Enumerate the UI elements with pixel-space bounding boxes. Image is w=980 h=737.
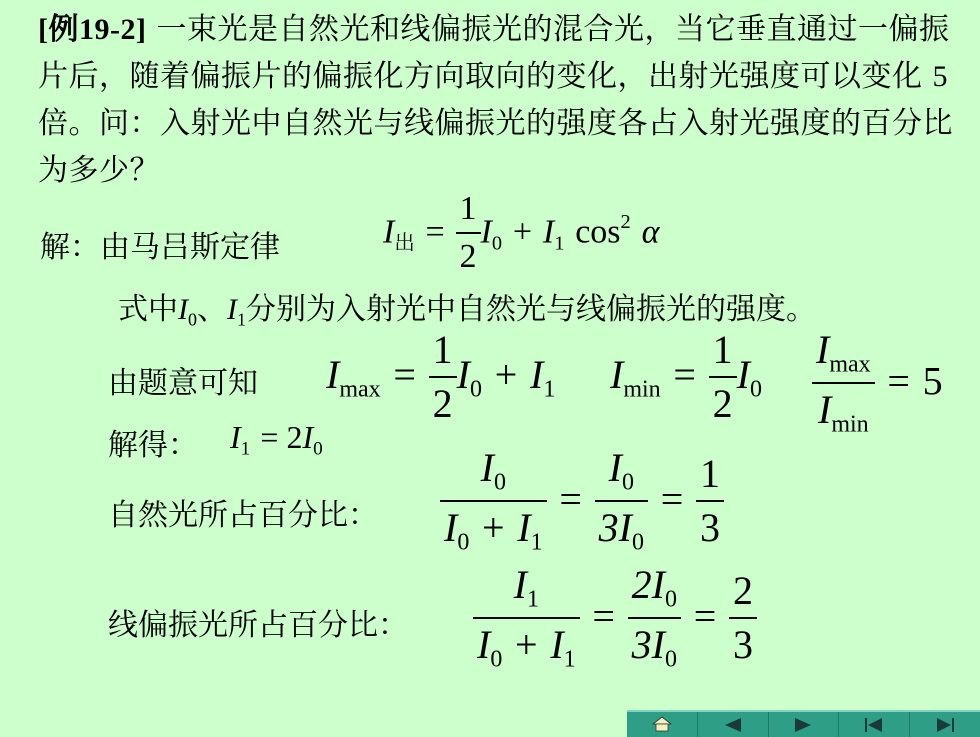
solve-eq: = 2 [260, 419, 303, 455]
imin-I0: I [736, 352, 750, 397]
imin-I0-sub: 0 [750, 376, 762, 403]
ratio-num-I: I [816, 327, 830, 372]
imax-I1: I [529, 352, 544, 397]
next-button[interactable] [769, 712, 840, 737]
imax-formula [326, 327, 556, 426]
polarized-frac-2 [628, 562, 681, 673]
where-clause [118, 284, 816, 330]
where-I0-sub: 0 [188, 309, 197, 330]
polarized-frac-3 [729, 568, 757, 668]
p-den-I1-sub: 1 [563, 646, 576, 673]
p-res-num: 2 [732, 568, 753, 614]
p-den-I1: I [550, 622, 564, 668]
malus-formula [383, 192, 659, 274]
where-I1: I [227, 293, 237, 326]
ratio-formula [812, 327, 943, 438]
imin-I: I [610, 352, 624, 397]
where-sep: 、 [197, 292, 227, 327]
imin-eq: = [673, 352, 696, 397]
problem-number: 5 [932, 60, 949, 93]
imin-formula [610, 327, 762, 426]
ratio-num-sub: max [829, 351, 871, 378]
alpha: α [641, 213, 660, 251]
p-mid-den-sub: 0 [664, 646, 677, 673]
imin-frac [709, 327, 737, 426]
var-I: I [383, 213, 395, 251]
sub-0: 0 [491, 232, 503, 255]
n-den-plus: + [482, 505, 505, 551]
polarized-label: 线偏振光所占百分比： [108, 608, 408, 643]
den: 2 [432, 381, 453, 426]
last-button[interactable] [910, 712, 980, 737]
num: 1 [432, 327, 453, 372]
polarized-formula [473, 562, 757, 673]
num: 1 [712, 327, 733, 372]
where-I0: I [178, 293, 188, 326]
n-mid-den-sub: 0 [631, 529, 644, 556]
var-I0: I [480, 213, 492, 251]
n-res-num: 1 [699, 451, 720, 497]
solve-I1-sub: 1 [240, 438, 251, 460]
where-I1-sub: 1 [237, 309, 246, 330]
polarized-frac-1 [473, 562, 580, 673]
solve-I0: I [302, 419, 314, 455]
n-num-I0: I [480, 445, 494, 490]
n-den-I0-sub: 0 [457, 529, 470, 556]
intro-label: 解：由马吕斯定律 [40, 230, 280, 265]
imax-eq: = [393, 352, 416, 397]
p-den-plus: + [515, 622, 538, 668]
ratio-frac [812, 327, 875, 438]
n-den-I0: I [444, 505, 458, 551]
plus: + [512, 213, 533, 251]
var-I1: I [542, 213, 555, 251]
imax-sub: max [339, 376, 381, 403]
ratio-eq: = [887, 358, 910, 404]
previous-button[interactable] [698, 712, 769, 737]
problem-statement [38, 6, 963, 194]
sub-out: 出 [394, 230, 415, 255]
imax-frac [429, 327, 457, 426]
p-mid-num: 2I [631, 562, 665, 607]
n-eq-1: = [559, 476, 582, 522]
n-den-I1: I [517, 505, 531, 551]
p-mid-den: 3I [631, 622, 665, 668]
ratio-value: 5 [922, 358, 943, 404]
n-mid-num-sub: 0 [621, 469, 634, 496]
equals: = [425, 213, 445, 251]
p-mid-num-sub: 0 [664, 586, 677, 613]
den: 2 [712, 381, 733, 426]
n-num-sub: 0 [493, 469, 506, 496]
imax-I0-sub: 0 [469, 376, 482, 403]
problem-text-1: 一束光是自然光和线偏振光的混合光，当它垂直通过一偏振片后，随着偏振片的偏振化方向取向的变化，出射光强度可以变化 [38, 12, 950, 94]
problem-text-2: 倍。问：入射光中自然光与线偏振光的强度各占入射光强度的百分比为多少？ [38, 106, 953, 188]
example-tag: [例19-2] [38, 13, 147, 46]
n-den-I1-sub: 1 [530, 529, 543, 556]
sub-1: 1 [554, 232, 565, 255]
where-prefix: 式中 [118, 292, 178, 327]
next-icon [792, 716, 814, 734]
n-res-den: 3 [699, 505, 720, 551]
p-num-I1: I [513, 562, 527, 607]
p-den-I0-sub: 0 [490, 646, 503, 673]
natural-label: 自然光所占百分比： [108, 498, 378, 533]
home-button[interactable] [627, 712, 698, 737]
natural-formula [440, 445, 724, 556]
first-icon [863, 716, 885, 734]
natural-frac-3 [696, 451, 724, 551]
cos: cos [575, 213, 621, 251]
last-icon [934, 716, 956, 734]
p-den-I0: I [477, 622, 491, 668]
first-button[interactable] [839, 712, 910, 737]
fraction-half [456, 192, 481, 274]
p-eq-2: = [693, 593, 717, 639]
n-mid-num: I [608, 445, 622, 490]
ratio-den-I: I [817, 387, 832, 433]
solve-I0-sub: 0 [313, 438, 323, 460]
solve-label: 解得： [108, 428, 198, 463]
where-suffix: 分别为入射光中自然光与线偏振光的强度。 [246, 292, 816, 327]
n-mid-den: 3I [598, 505, 632, 551]
known-label: 由题意可知 [108, 366, 258, 401]
p-res-den: 3 [732, 622, 753, 668]
natural-frac-1 [440, 445, 547, 556]
solve-formula [230, 418, 323, 461]
slide-navigation-bar [627, 710, 980, 737]
imax-I1-sub: 1 [543, 376, 556, 403]
ratio-den-sub: min [831, 411, 869, 438]
p-eq-1: = [592, 593, 615, 639]
natural-frac-2 [595, 445, 648, 556]
imin-sub: min [623, 376, 661, 403]
home-icon [651, 716, 673, 734]
num: 1 [459, 190, 477, 227]
p-num-sub: 1 [526, 586, 539, 613]
sup-2: 2 [620, 211, 631, 234]
imax-I: I [326, 352, 340, 397]
previous-icon [722, 716, 744, 734]
imax-I0: I [456, 352, 470, 397]
imax-plus: + [494, 352, 518, 397]
den: 2 [459, 238, 477, 275]
n-eq-2: = [660, 476, 684, 522]
solve-I1: I [230, 419, 241, 455]
